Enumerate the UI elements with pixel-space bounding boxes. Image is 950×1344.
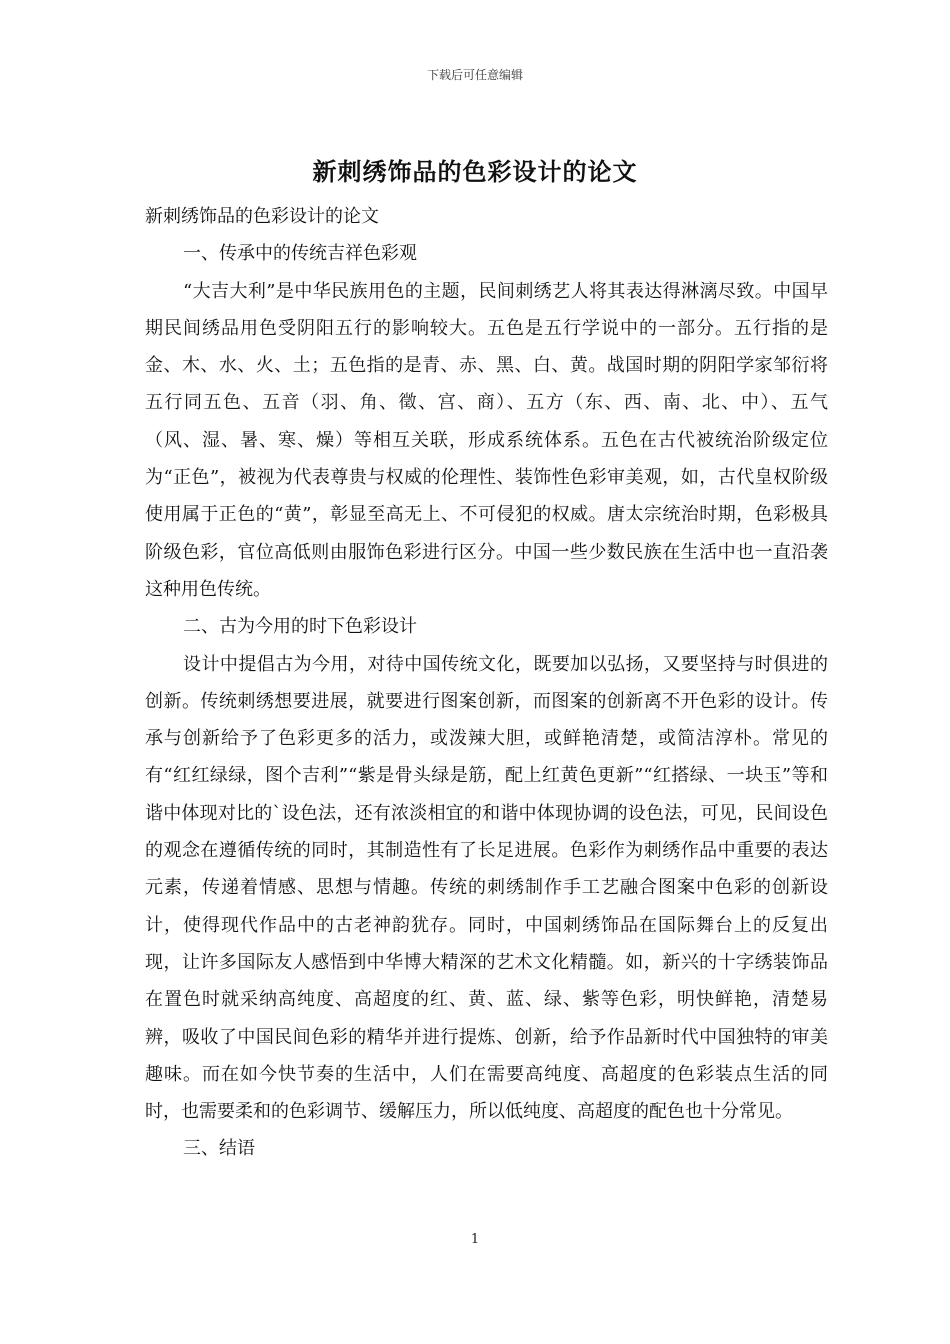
section-heading-2: 二、古为今用的时下色彩设计	[183, 616, 417, 638]
page-number: 1	[470, 1232, 480, 1247]
page-header-note: 下载后可任意编辑	[426, 68, 523, 82]
section-paragraph-1: “大吉大利”是中华民族用色的主题，民间刺绣艺人将其表达得淋漓尽致。中国早期民间绣品用色受阴阳五行的影响较大。五色是五行学说中的一部分。五行指的是金、木、水、火、土；五色指的是青、赤、黑、白、黄。战国时期的阴阳学家邹衍将五行同五色、五音（羽、角、徵、宫、商）、五方（东、西、南、北、中）、五气（风、湿、暑、寒、燥）等相互关联，形成系统体系。五色在古代被统治阶级定位为“正色”，被视为代表尊贵与权威的伦理性、装饰性色彩审美观，如，古代皇权阶级使用属于正色的“黄”，彰显至高无上、不可侵犯的权威。唐太宗统治时期，色彩极具阶级色彩，官位高低则由服饰色彩进行区分。中国一些少数民族在生活中也一直沿袭这种用色传统。	[145, 280, 828, 600]
document-body	[145, 198, 828, 1168]
section-heading-3: 三、结语	[183, 1138, 255, 1160]
document-subtitle: 新刺绣饰品的色彩设计的论文	[145, 206, 379, 227]
section-heading-1: 一、传承中的传统吉祥色彩观	[183, 243, 417, 265]
document-title: 新刺绣饰品的色彩设计的论文	[312, 157, 638, 186]
section-paragraph-2: 设计中提倡古为今用，对待中国传统文化，既要加以弘扬，又要坚持与时俱进的创新。传统刺绣想要进展，就要进行图案创新，而图案的创新离不开色彩的设计。传承与创新给予了色彩更多的活力，或泼辣大胆，或鲜艳清楚，或简洁淳朴。常见的有“红红绿绿，图个吉利”“紫是骨头绿是筋，配上红黄色更新”“红搭绿、一块玉”等和谐中体现对比的`设色法，还有浓淡相宜的和谐中体现协调的设色法，可见，民间设色的观念在遵循传统的同时，其制造性有了长足进展。色彩作为刺绣作品中重要的表达元素，传递着情感、思想与情趣。传统的刺绣制作手工艺融合图案中色彩的创新设计，使得现代作品中的古老神韵犹存。同时，中国刺绣饰品在国际舞台上的反复出现，让许多国际友人感悟到中华博大精深的艺术文化精髓。如，新兴的十字绣装饰品在置色时就采纳高纯度、高超度的红、黄、蓝、绿、紫等色彩，明快鲜艳，清楚易辨，吸收了中国民间色彩的精华并进行提炼、创新，给予作品新时代中国独特的审美趣味。而在如今快节奏的生活中，人们在需要高纯度、高超度的色彩装点生活的同时，也需要柔和的色彩调节、缓解压力，所以低纯度、高超度的配色也十分常见。	[145, 653, 828, 1123]
